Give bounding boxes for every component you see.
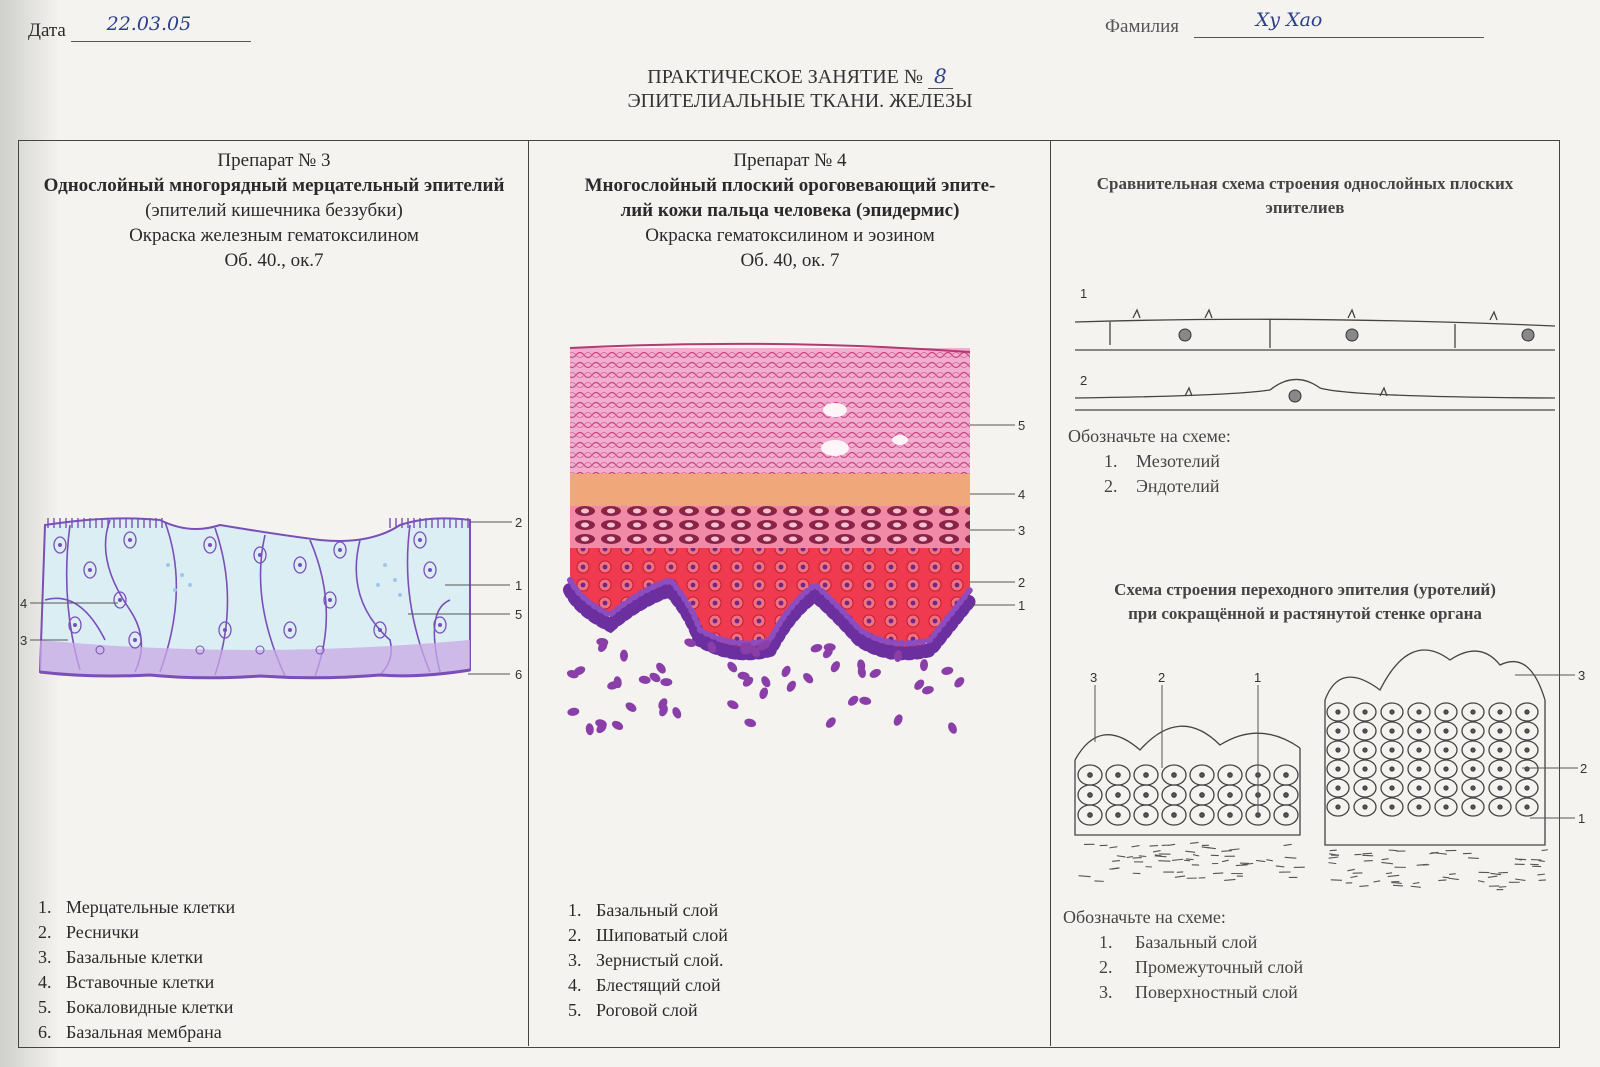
surname-value: Xy Xao xyxy=(1255,9,1323,31)
scheme2-label-3b: 3 xyxy=(1578,668,1586,683)
prep4-legend-item: 1. Базальный слой xyxy=(568,900,719,920)
prep3-label-3: 3 xyxy=(20,633,28,648)
prep3-legend-item: 5. Бокаловидные клетки xyxy=(38,997,234,1017)
prep3-heading: Препарат № 3 xyxy=(217,150,331,171)
prep4-label-1: 1 xyxy=(1018,598,1026,613)
prep3-label-2: 2 xyxy=(515,515,523,530)
scheme2-note-title: Обозначьте на схеме: xyxy=(1063,907,1226,927)
title-prefix: ПРАКТИЧЕСКОЕ ЗАНЯТИЕ № xyxy=(647,66,923,88)
scheme2-label-3a: 3 xyxy=(1090,670,1098,685)
prep4-label-3: 3 xyxy=(1018,523,1026,538)
prep4-magnification: Об. 40, ок. 7 xyxy=(740,250,840,271)
surname-label: Фамилия xyxy=(1105,16,1180,37)
prep4-label-4: 4 xyxy=(1018,487,1026,502)
date-value: 22.03.05 xyxy=(106,13,192,35)
prep3-label-1: 1 xyxy=(515,578,523,593)
scheme1-note-item: 1. Мезотелий xyxy=(1104,451,1220,471)
scheme1-note-title: Обозначьте на схеме: xyxy=(1068,426,1231,446)
prep4-legend-item: 5. Роговой слой xyxy=(568,1000,698,1020)
scheme1-label-1: 1 xyxy=(1080,286,1088,301)
prep3-legend-item: 3. Базальные клетки xyxy=(38,947,203,967)
scheme1-title: Сравнительная схема строения однослойных плоских эпителиев xyxy=(1096,174,1514,217)
scheme2-title-line2: при сокращённой и растянутой стенке органа xyxy=(1128,604,1482,623)
prep3-legend-item: 4. Вставочные клетки xyxy=(38,972,215,992)
page-title-line2: ЭПИТЕЛИАЛЬНЫЕ ТКАНИ. ЖЕЛЕЗЫ xyxy=(627,90,973,112)
prep3-magnification: Об. 40., ок.7 xyxy=(224,250,324,271)
prep4-name-line1: Многослойный плоский ороговевающий эпите- xyxy=(584,175,996,196)
scheme2-note-item: 2. Промежуточный слой xyxy=(1099,957,1304,977)
prep4-label-2: 2 xyxy=(1018,575,1026,590)
prep3-stain: Окраска железным гематоксилином xyxy=(129,225,419,246)
date-label: Дата xyxy=(28,20,66,41)
prep3-label-4: 4 xyxy=(20,596,28,611)
prep4-legend-item: 3. Зернистый слой. xyxy=(568,950,724,970)
scheme2-title-line1: Схема строения переходного эпителия (уротелий) xyxy=(1114,580,1496,599)
scheme2-label-1a: 1 xyxy=(1254,670,1262,685)
prep3-label-6: 6 xyxy=(515,667,523,682)
scheme2-label-2b: 2 xyxy=(1580,761,1588,776)
prep4-legend-item: 2. Шиповатый слой xyxy=(568,925,728,945)
scheme2-note xyxy=(1063,905,1303,1005)
scheme2-label-2a: 2 xyxy=(1158,670,1166,685)
prep3-label-5: 5 xyxy=(515,607,523,622)
prep3-name-bold: Однослойный многорядный мерцательный эпителий xyxy=(43,175,505,196)
prep3-name-rest: (эпителий кишечника беззубки) xyxy=(145,200,403,221)
prep4-name-line2: лий кожи пальца человека (эпидермис) xyxy=(620,200,960,221)
prep4-legend-item: 4. Блестящий слой xyxy=(568,975,721,995)
prep3-legend-item: 1. Мерцательные клетки xyxy=(38,897,236,917)
prep3-legend-item: 6. Базальная мембрана xyxy=(38,1022,222,1042)
prep4-label-5: 5 xyxy=(1018,418,1026,433)
prep4-heading: Препарат № 4 xyxy=(733,150,847,171)
scheme1-label-2: 2 xyxy=(1080,373,1088,388)
prep4-stain: Окраска гематоксилином и эозином xyxy=(645,225,935,246)
scheme2-label-1b: 1 xyxy=(1578,811,1586,826)
lesson-number: 8 xyxy=(928,64,953,89)
scheme1-note-item: 2. Эндотелий xyxy=(1104,476,1220,496)
prep3-legend-item: 2. Реснички xyxy=(38,922,139,942)
scheme2-note-item: 1. Базальный слой xyxy=(1099,932,1258,952)
scheme2-note-item: 3. Поверхностный слой xyxy=(1099,982,1298,1002)
